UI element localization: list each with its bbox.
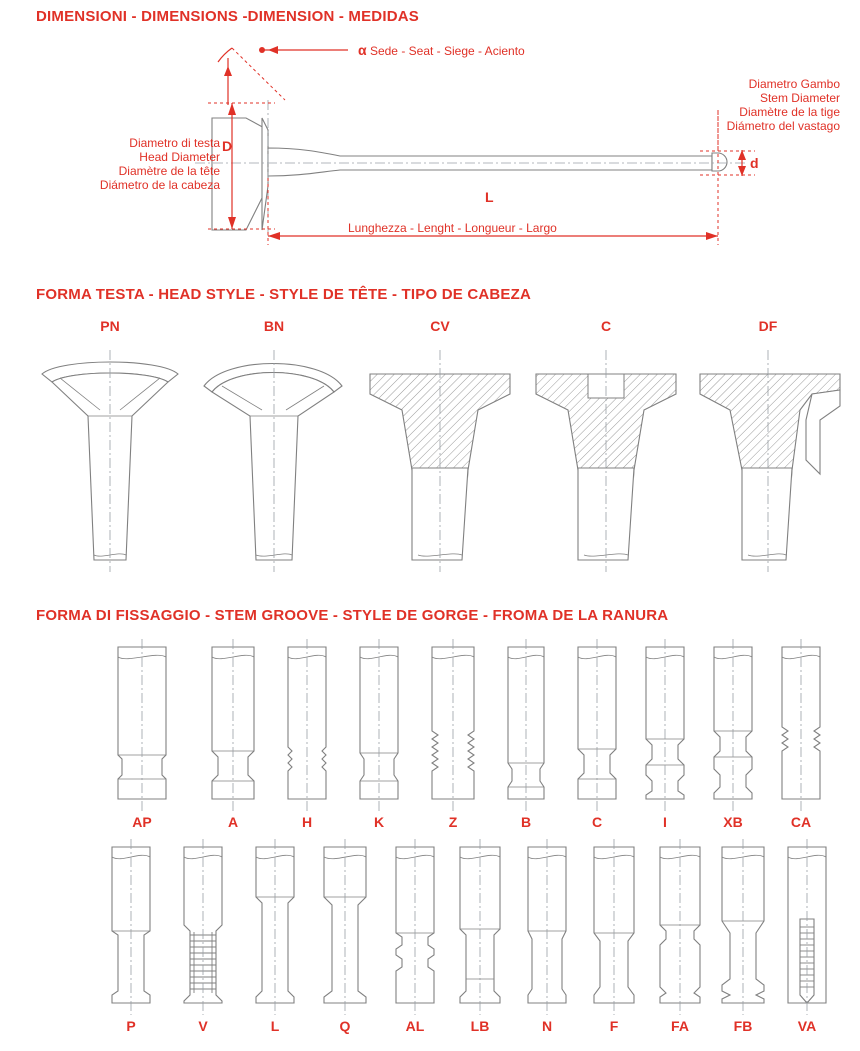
groove-code-F: F <box>609 1018 619 1034</box>
stem-groove-CA <box>782 639 820 811</box>
groove-code-CA: CA <box>790 814 812 830</box>
groove-code-VA: VA <box>797 1018 817 1034</box>
section-title-stem-groove: FORMA DI FISSAGGIO - STEM GROOVE - STYLE DE GORGE - FROMA DE LA RANURA <box>36 607 669 624</box>
stem-diameter-label: Diametro Gambo Stem Diameter Diamètre de la tige Diámetro del vastago <box>726 77 840 133</box>
head-code-C: C <box>600 318 612 334</box>
head-diameter-symbol: D <box>222 138 233 154</box>
stem-groove-K <box>360 639 398 811</box>
stem-groove-F <box>594 839 634 1015</box>
groove-code-AL: AL <box>405 1018 425 1034</box>
stem-diameter-symbol: d <box>750 155 759 171</box>
groove-code-B: B <box>520 814 532 830</box>
head-code-PN: PN <box>100 318 120 334</box>
head-diameter-label: Diametro di testa Head Diameter Diamètre de la tête Diámetro de la cabeza <box>99 136 220 192</box>
valve-outline <box>212 118 727 230</box>
groove-code-FB: FB <box>733 1018 753 1034</box>
groove-code-I: I <box>663 814 667 830</box>
stem-groove-FB <box>722 839 764 1015</box>
stem-groove-Z <box>432 639 474 811</box>
groove-code-H: H <box>301 814 313 830</box>
groove-code-LB: LB <box>470 1018 490 1034</box>
section-title-head-style: FORMA TESTA - HEAD STYLE - STYLE DE TÊTE - TIPO DE CABEZA <box>36 286 532 303</box>
head-code-BN: BN <box>263 318 285 334</box>
length-label: Lunghezza - Lenght - Longueur - Largo <box>348 221 557 235</box>
stem-groove-C <box>578 639 616 811</box>
stem-groove-P <box>112 839 150 1015</box>
head-style-drawings <box>0 310 860 590</box>
groove-code-K: K <box>373 814 385 830</box>
groove-code-N: N <box>541 1018 553 1034</box>
stem-groove-N <box>528 839 566 1015</box>
head-code-DF: DF <box>758 318 778 334</box>
head-code-CV: CV <box>430 318 450 334</box>
groove-code-L: L <box>270 1018 280 1034</box>
stem-groove-Q <box>324 839 366 1015</box>
groove-code-A: A <box>227 814 239 830</box>
stem-groove-B <box>508 639 544 811</box>
groove-code-P: P <box>126 1018 136 1034</box>
stem-groove-L <box>256 839 294 1015</box>
groove-code-AP: AP <box>132 814 152 830</box>
groove-code-XB: XB <box>723 814 743 830</box>
stem-groove-XB <box>714 639 752 811</box>
stem-groove-LB <box>460 839 500 1015</box>
length-symbol: L <box>485 189 494 205</box>
head-style-PN <box>42 350 178 572</box>
groove-code-V: V <box>198 1018 208 1034</box>
stem-groove-AP <box>118 639 166 811</box>
head-style-CV <box>370 350 510 572</box>
groove-code-Q: Q <box>339 1018 351 1034</box>
head-style-DF <box>700 350 840 572</box>
stem-groove-A <box>212 639 254 811</box>
section-title-dimensions: DIMENSIONI - DIMENSIONS -DIMENSION - MEDIDAS <box>36 8 419 25</box>
stem-groove-AL <box>396 839 434 1015</box>
stem-groove-V <box>184 839 222 1015</box>
stem-groove-VA <box>788 839 826 1015</box>
head-style-C <box>536 350 676 572</box>
groove-code-Z: Z <box>448 814 458 830</box>
groove-code-FA: FA <box>671 1018 689 1034</box>
stem-groove-H <box>288 639 326 811</box>
stem-groove-FA <box>660 839 700 1015</box>
stem-groove-drawings <box>0 635 860 1035</box>
head-style-BN <box>204 350 342 572</box>
seat-angle-label: α Sede - Seat - Siege - Aciento <box>358 42 525 58</box>
stem-groove-I <box>646 639 684 811</box>
groove-code-C: C <box>591 814 603 830</box>
